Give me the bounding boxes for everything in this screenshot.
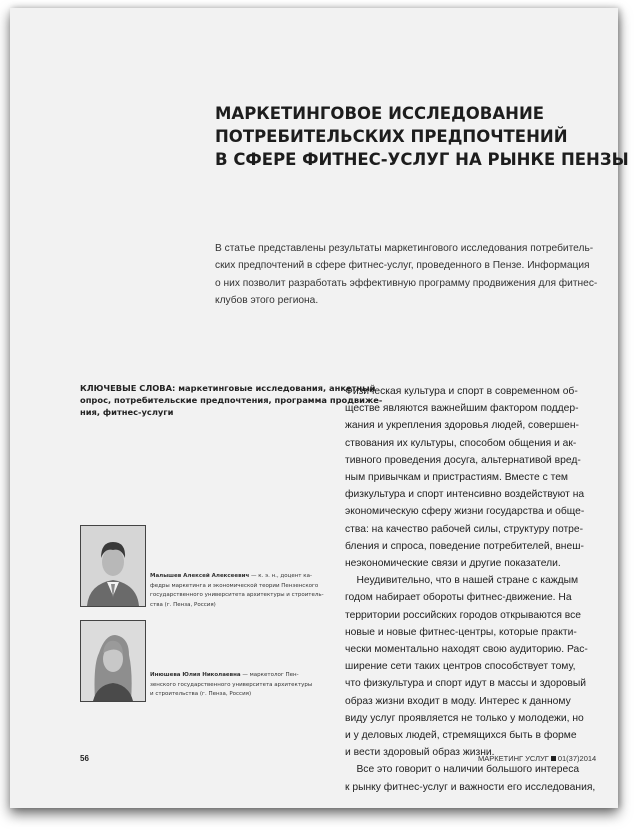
- author-name: Инюшева Юлия Николаевна: [150, 672, 241, 678]
- author-info: [150, 572, 350, 610]
- body-line: ствования их культуры, способом общения и ак-: [345, 437, 577, 449]
- body-line: виду услуг проявляется не только у молодежи, но: [345, 712, 584, 724]
- journal-issue: 01(37)2014: [557, 754, 597, 763]
- body-line: образ жизни входит в моду. Интерес к данному: [345, 695, 571, 707]
- abstract-line: ских предпочтений в сфере фитнес-услуг, проведенного в Пензе. Информация: [215, 260, 590, 272]
- body-line: Все это говорит о наличии большого интереса: [345, 764, 580, 776]
- keywords-line: ния, фитнес-услуги: [80, 406, 174, 417]
- journal-footer: [478, 754, 596, 763]
- author-desc: государственного университета архитектуры и строитель-: [150, 592, 324, 598]
- page-number: 56: [80, 754, 89, 763]
- keywords: [80, 383, 383, 418]
- body-line: ным привычкам и пристрастиям. Вместе с тем: [345, 472, 569, 484]
- author-desc: — маркетолог Пен-: [240, 672, 299, 678]
- abstract-line: В статье представлены результаты маркетингового исследования потребитель-: [215, 243, 594, 254]
- body-line: и вести здоровый образ жизни.: [345, 747, 495, 759]
- author-desc: зенского государственного университета архитектуры: [150, 681, 313, 688]
- body-line: годом набирает обороты фитнес-движение. На: [345, 592, 572, 604]
- body-line: Неудивительно, что в нашей стране с каждым: [345, 575, 579, 587]
- author-desc: — к. э. н., доцент ка-: [249, 573, 312, 579]
- title-line: МАРКЕТИНГОВОЕ ИССЛЕДОВАНИЕ: [215, 104, 545, 123]
- square-separator-icon: [551, 756, 556, 761]
- body-line: что физкультура и спорт идут в массы и здоровый: [345, 678, 587, 690]
- journal-page: [10, 8, 629, 808]
- body-line: экономическую сферу жизни государства и обще-: [345, 506, 585, 518]
- body-line: к рынку фитнес-услуг и важности его исследования,: [345, 781, 596, 793]
- article-title: [215, 102, 629, 171]
- abstract-line: клубов этого региона.: [215, 294, 319, 306]
- body-text: [345, 383, 605, 796]
- author-desc: ства (г. Пенза, Россия): [150, 601, 216, 608]
- body-line: бления и спроса, поведение потребителей, внеш-: [345, 540, 584, 552]
- body-line: жания и укрепления здоровья людей, совершен-: [345, 420, 579, 432]
- body-line: физкультура и спорт интенсивно воздействуют на: [345, 489, 585, 501]
- author-name: Малышев Алексей Алексеевич: [150, 573, 250, 579]
- body-line: Физическая культура и спорт в современном об-: [345, 386, 578, 397]
- title-line: В СФЕРЕ ФИТНЕС-УСЛУГ НА РЫНКЕ ПЕНЗЫ: [215, 150, 629, 169]
- body-line: новые и новые фитнес-центры, которые практи-: [345, 626, 577, 638]
- body-line: чески моментально находят свою аудиторию. Рас-: [345, 644, 588, 656]
- abstract-line: о них позволит разработать эффективную программу продвижения для фитнес-: [215, 277, 598, 289]
- author-info: [150, 671, 350, 700]
- author-photo: [80, 620, 146, 702]
- body-line: и у деловых людей, стремящихся быть в форме: [345, 730, 577, 742]
- author-desc: федры маркетинга и экономической теории Пензенского: [150, 582, 319, 589]
- body-line: ширение сети таких центров способствует тому,: [345, 661, 576, 673]
- body-line: территории российских городов открываются все: [345, 609, 582, 621]
- author-desc: и строительства (г. Пенза, Россия): [150, 691, 252, 697]
- title-line: ПОТРЕБИТЕЛЬСКИХ ПРЕДПОЧТЕНИЙ: [215, 127, 568, 146]
- body-line: ства: на качество рабочей силы, структуру потре-: [345, 523, 584, 535]
- keywords-line: опрос, потребительские предпочтения, программа продвиже-: [80, 394, 383, 405]
- body-line: неэкономические связи и другие показатели.: [345, 558, 561, 570]
- journal-name: МАРКЕТИНГ УСЛУГ: [478, 754, 549, 763]
- abstract: [215, 240, 600, 309]
- body-line: тивного проведения досуга, альтернативой вред-: [345, 454, 581, 466]
- keywords-line: КЛЮЧЕВЫЕ СЛОВА: маркетинговые исследования, анкетный: [80, 383, 376, 393]
- author-photo: [80, 525, 146, 607]
- body-line: ществе являются важнейшим фактором поддер-: [345, 403, 579, 415]
